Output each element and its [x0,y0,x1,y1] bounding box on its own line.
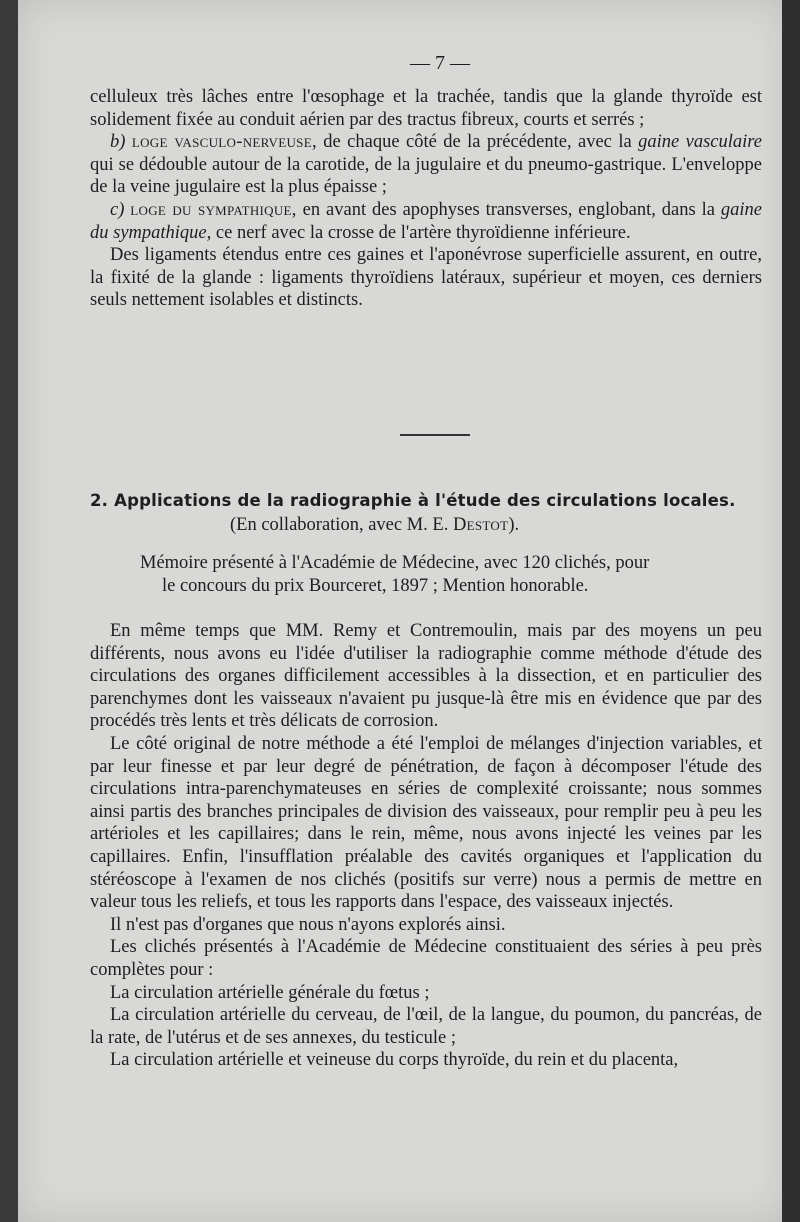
term-gaine-vasculaire: gaine vasculaire [638,132,762,153]
paragraph-organes: Il n'est pas d'organes que nous n'ayons explorés ainsi. [110,914,506,935]
list-label-b: b) [110,132,126,153]
scan-border [782,0,800,1222]
term-loge-du-sympathique: loge du sympathique, [130,199,297,220]
collaboration-note [230,514,750,537]
term-gaine-du-sympathique: gaine du sympathique, [90,199,763,243]
paragraph-loge-du-sympathique [90,199,762,244]
paragraph-cerveau: La circulation artérielle du cerveau, de l'œil, de la langue, du poumon, du pancréas, de la rate, de l'utérus et de ses annexes, du testicule ; [90,1005,762,1048]
paragraph-original: Le côté original de notre méthode a été l'emploi de mélanges d'injection variables, et par leur finesse et par leur degré de pénétration, de façon à décomposer l'étude des circulations intra-parenchymateuses en séries de complexité croissante; nous sommes ainsi partis des branches principales de division des vaisseaux, pour remplir peu à peu les artérioles et les capillaires; dans le rein, même, nous avons injecté les veines par les capillaires. Enfin, l'insufflation préalable des cavités organiques et l'application du stéréoscope à l'examen de nos clichés (positifs sur verre) nous a permis de mettre en valeur tous les reliefs, et tous les rapports dans l'espace, des vaisseaux injectés. [90,733,762,913]
collab-name: Destot [452,515,509,535]
paragraph-cliches: Les clichés présentés à l'Académie de Médecine constituaient des séries à peu près complètes pour : [90,937,762,980]
page-number: — 7 — [410,52,470,74]
memoire-line-2: le concours du prix Bourceret, 1897 ; Mention honorable. [162,575,589,596]
paragraph-continuation: celluleux très lâches entre l'œsophage et la trachée, tandis que la glande thyroïde est solidement fixée au conduit aérien par des tractus fibreux, courts et serrés ; [90,87,762,130]
term-loge-vasculo-nerveuse: loge vasculo-nerveuse, [131,132,317,153]
paragraph-methode: En même temps que MM. Remy et Contremoulin, mais par des moyens un peu différents, nous avons eu l'idée d'utiliser la radiographie comme méthode d'étude des circulations des organes difficilement accessibles à la dissection, et en particulier des parenchymes dont les vaisseaux n'avaient pu jusque-là être mis en évidence que par des procédés très lents et très délicats de corrosion. [90,621,762,732]
text-fragment: ce nerf avec la crosse de l'artère thyroïdienne inférieure. [215,222,631,243]
section-separator [400,434,470,436]
paragraph-foetus: La circulation artérielle générale du fœtus ; [110,982,430,1003]
collab-prefix: (En collaboration, avec M. E. [230,515,449,535]
section-2-heading: 2. Applications de la radiographie à l'étude des circulations locales. [90,491,736,510]
memoire-note [140,552,762,597]
list-label-c: c) [110,199,125,220]
text-fragment: de chaque côté de la précédente, avec la [323,132,632,153]
paragraph-thyroide: La circulation artérielle et veineuse du corps thyroïde, du rein et du placenta, [110,1050,679,1071]
collab-suffix: ). [508,515,520,535]
scanned-page [18,0,788,1222]
paragraph-ligaments: Des ligaments étendus entre ces gaines et l'aponévrose superficielle assurent, en outre, la fixité de la glande : ligaments thyroïdiens latéraux, supérieur et moyen, ces derniers seuls nettement isolables et distincts. [90,245,762,311]
section-2-body [90,620,762,1072]
text-fragment: en avant des apophyses transverses, englobant, dans la [302,199,715,220]
section-1-text [90,86,762,312]
memoire-line-1: Mémoire présenté à l'Académie de Médecine, avec 120 clichés, pour [140,553,650,573]
paragraph-loge-vasculo-nerveuse [90,131,762,199]
text-fragment: qui se dédouble autour de la carotide, de la jugulaire et du pneumo-gastrique. L'enveloppe de la veine jugulaire est la plus épaisse ; [90,154,762,198]
